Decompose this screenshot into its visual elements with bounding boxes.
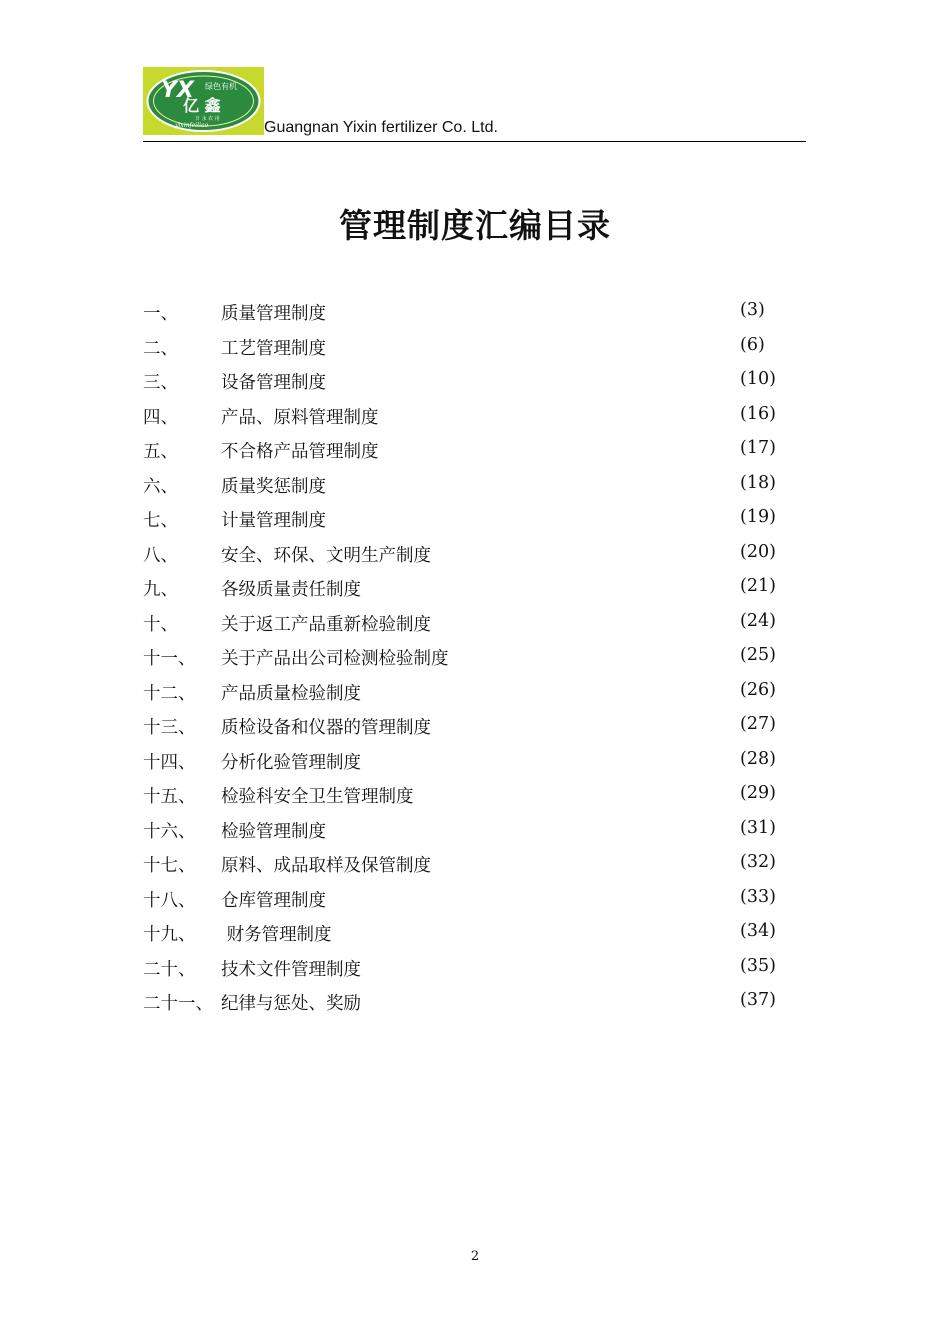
toc-row[interactable] xyxy=(143,467,783,502)
toc-label: 关于返工产品重新检验制度 xyxy=(221,614,431,635)
toc-page: (10) xyxy=(740,369,776,389)
toc-label: 分析化验管理制度 xyxy=(221,752,361,773)
toc-label: 设备管理制度 xyxy=(221,373,326,393)
toc-label: 产品、原料管理制度 xyxy=(221,407,379,428)
toc-number: 十六、 xyxy=(143,821,196,842)
toc-label: 工艺管理制度 xyxy=(221,338,326,359)
toc-row[interactable] xyxy=(143,708,783,743)
toc-row[interactable] xyxy=(143,674,783,709)
toc-row[interactable] xyxy=(143,777,783,812)
toc-page: (27) xyxy=(740,714,776,734)
toc-number: 一、 xyxy=(143,304,178,324)
toc-number: 十一、 xyxy=(143,649,196,669)
toc-number: 九、 xyxy=(143,580,178,600)
toc-page: (20) xyxy=(740,541,776,562)
toc-number: 二十、 xyxy=(143,959,196,980)
toc-label: 仓库管理制度 xyxy=(221,890,326,911)
toc-row[interactable] xyxy=(143,984,783,1019)
page-number: 2 xyxy=(470,1249,480,1264)
logo-emblem xyxy=(143,67,264,135)
toc-number: 十三、 xyxy=(143,718,196,738)
toc-page: (3) xyxy=(740,300,765,320)
toc-number: 十、 xyxy=(143,614,178,635)
toc-row[interactable] xyxy=(143,536,783,571)
toc-row[interactable] xyxy=(143,398,783,433)
toc-page: (19) xyxy=(740,507,776,527)
toc-label: 不合格产品管理制度 xyxy=(221,442,379,462)
toc-number: 十八、 xyxy=(143,890,196,911)
toc-row[interactable] xyxy=(143,432,783,467)
toc-number: 二、 xyxy=(143,338,178,359)
toc-label: 财务管理制度 xyxy=(221,925,332,945)
company-logo xyxy=(143,67,264,135)
toc-row[interactable] xyxy=(143,812,783,847)
toc-number: 五、 xyxy=(143,442,178,462)
company-name: Guangnan Yixin fertilizer Co. Ltd. xyxy=(264,119,498,136)
toc-row[interactable] xyxy=(143,294,783,329)
toc-label: 关于产品出公司检测检验制度 xyxy=(221,649,449,669)
logo-tagline: 绿色有机 xyxy=(205,82,237,91)
toc-number: 十九、 xyxy=(143,925,196,945)
toc-row[interactable] xyxy=(143,501,783,536)
toc-row[interactable] xyxy=(143,605,783,640)
toc-label: 计量管理制度 xyxy=(221,511,326,531)
toc-page: (17) xyxy=(740,438,776,458)
toc-page: (35) xyxy=(740,955,776,976)
page-title: 管理制度汇编目录 xyxy=(339,206,611,245)
toc-page: (6) xyxy=(740,334,765,355)
toc-number: 二十一、 xyxy=(143,994,213,1014)
toc-label: 质检设备和仪器的管理制度 xyxy=(221,718,431,738)
toc-label: 产品质量检验制度 xyxy=(221,683,361,704)
toc-label: 原料、成品取样及保管制度 xyxy=(221,856,431,876)
toc-number: 八、 xyxy=(143,545,178,566)
toc-number: 十五、 xyxy=(143,787,196,807)
toc-row[interactable] xyxy=(143,950,783,985)
toc-page: (32) xyxy=(740,852,776,872)
toc-page: (25) xyxy=(740,645,776,665)
logo-subline: 日 永 农 用 xyxy=(195,116,220,122)
toc-number: 六、 xyxy=(143,476,178,497)
toc-label: 质量奖惩制度 xyxy=(221,476,326,497)
page-header xyxy=(143,67,806,142)
toc-label: 各级质量责任制度 xyxy=(221,580,361,600)
toc-number: 四、 xyxy=(143,407,178,428)
toc-page: (18) xyxy=(740,472,776,493)
toc-number: 三、 xyxy=(143,373,178,393)
toc-page: (16) xyxy=(740,403,776,424)
table-of-contents xyxy=(143,294,783,1019)
toc-page: (31) xyxy=(740,817,776,838)
toc-page: (21) xyxy=(740,576,776,596)
toc-row[interactable] xyxy=(143,329,783,364)
toc-label: 检验管理制度 xyxy=(221,821,326,842)
toc-page: (24) xyxy=(740,610,776,631)
toc-label: 安全、环保、文明生产制度 xyxy=(221,545,431,566)
toc-label: 检验科安全卫生管理制度 xyxy=(221,787,414,807)
toc-page: (33) xyxy=(740,886,776,907)
toc-row[interactable] xyxy=(143,915,783,950)
toc-label: 质量管理制度 xyxy=(221,304,326,324)
toc-page: (28) xyxy=(740,748,776,769)
logo-name: 亿 鑫 xyxy=(183,96,221,115)
toc-row[interactable] xyxy=(143,570,783,605)
toc-label: 纪律与惩处、奖励 xyxy=(221,994,361,1014)
toc-page: (34) xyxy=(740,921,776,941)
toc-row[interactable] xyxy=(143,846,783,881)
toc-row[interactable] xyxy=(143,639,783,674)
toc-number: 十七、 xyxy=(143,856,196,876)
toc-page: (26) xyxy=(740,679,776,700)
toc-row[interactable] xyxy=(143,743,783,778)
toc-number: 十二、 xyxy=(143,683,196,704)
toc-page: (29) xyxy=(740,783,776,803)
toc-page: (37) xyxy=(740,990,776,1010)
logo-letters: YX xyxy=(161,78,194,103)
toc-row[interactable] xyxy=(143,363,783,398)
toc-number: 七、 xyxy=(143,511,178,531)
toc-number: 十四、 xyxy=(143,752,196,773)
toc-label: 技术文件管理制度 xyxy=(221,959,361,980)
logo-roman: yixinfeiliao xyxy=(175,122,209,129)
toc-row[interactable] xyxy=(143,881,783,916)
